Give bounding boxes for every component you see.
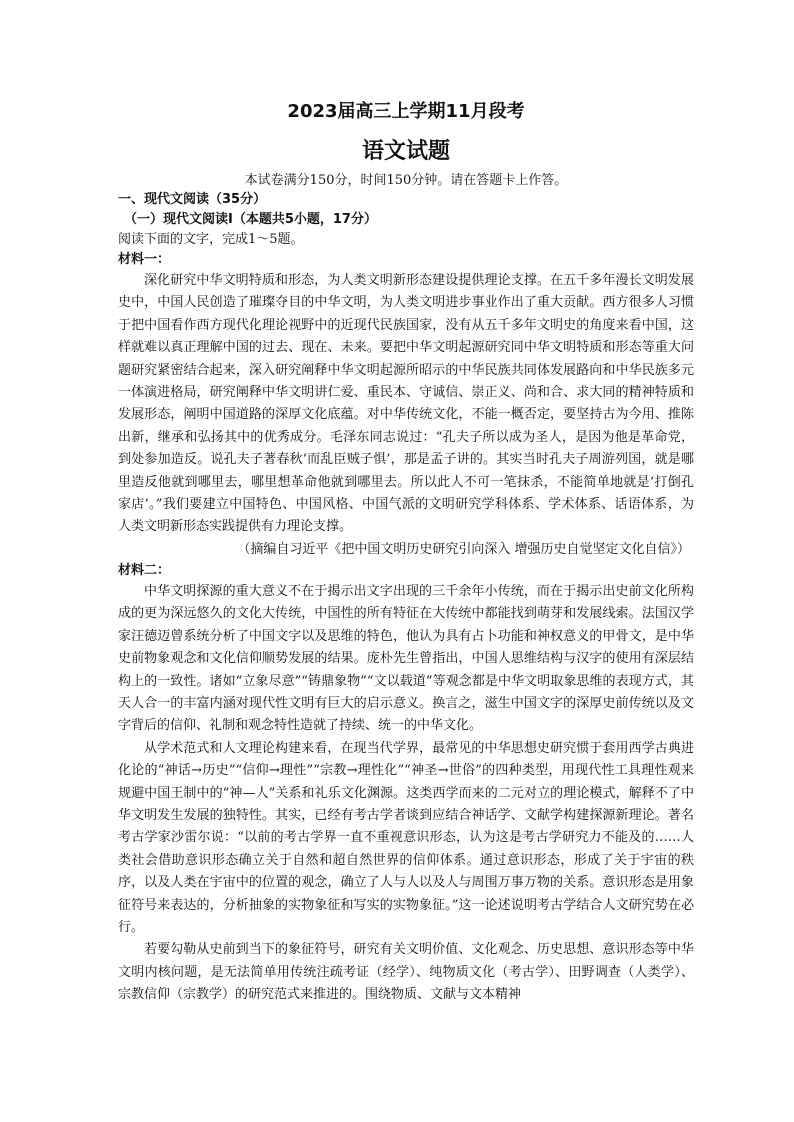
reading-instruction: 阅读下面的文字，完成1～5题。 bbox=[118, 232, 304, 247]
subject-title: 语文试题 bbox=[361, 139, 450, 164]
exam-note: 本试卷满分150分，时间150分钟。请在答题卡上作答。 bbox=[244, 173, 568, 188]
material2-label: 材料二： bbox=[118, 562, 171, 578]
section-heading: 一、现代文阅读（35分） bbox=[118, 192, 267, 207]
material2-paragraph-2: 从学术范式和人文理论构建来看，在现当代学界，最常见的中华思想史研究惯于套用西学古典进化论的“神话→历史”“信仰→理性”“宗教→理性化”“神圣→世俗”的四种类型，用现代性工具理性观来规避中国王制中的“神—人”关系和礼乐文化渊源。这类西学而来的二元对立的理论模式，解释不了中华文明发生发展的独特性。其实，已经有考古学者谈到应结合神话学、文献学构建探源新理论。著名考古学家沙雷尔说：“以前的考古学界一直不重视意识形态，认为这是考古学研究力不能及的……人类社会借助意识形态确立关于自然和超自然世界的信仰体系。通过意识形态，形成了关于宇宙的秩序，以及人类在宇宙中的位置的观念，确立了人与人以及人与周围万事万物的关系。意识形态是用象征符号来表达的，分析抽象的实物象征和写实的实物象征。”这一论述说明考古学结合人文研究势在必行。 bbox=[118, 740, 694, 935]
part-heading: （一）现代文阅读Ⅰ（本题共5小题，17分） bbox=[124, 212, 377, 227]
material1-label: 材料一： bbox=[118, 252, 171, 267]
material2-paragraph-3: 若要勾勒从史前到当下的象征符号，研究有关文明价值、文化观念、历史思想、意识形态等中华文明内核问题，是无法简单用传统注疏考证（经学）、纯物质文化（考古学）、田野调查（人类学）、宗教信仰（宗教学）的研究范式来推进的。围绕物质、文献与文本精神 bbox=[118, 942, 694, 1003]
material1-paragraph: 深化研究中华文明特质和形态，为人类文明新形态建设提供理论支撑。在五千多年漫长文明发展史中，中国人民创造了璀璨夺目的中华文明，为人类文明进步事业作出了重大贡献。西方很多人习惯于把中国看作西方现代化理论视野中的近现代民族国家，没有从五千多年文明史的角度来看中国，这样就难以真正理解中国的过去、现在、未来。要把中华文明起源研究同中华文明特质和形态等重大问题研究紧密结合起来，深入研究阐释中华文明起源所昭示的中华民族共同体发展路向和中华民族多元一体演进格局，研究阐释中华文明讲仁爱、重民本、守诚信、崇正义、尚和合、求大同的精神特质和发展形态，阐明中国道路的深厚文化底蕴。对中华传统文化，不能一概否定，要坚持古为今用、推陈出新，继承和弘扬其中的优秀成分。毛泽东同志说过：“孔夫子所以成为圣人，是因为他是革命党，到处参加造反。说孔夫子著春秋‘而乱臣贼子惧’，那是孟子讲的。其实当时孔夫子周游列国，就是哪里造反他就到哪里去，哪里想革命他就到哪里去。所以此人不可一笔抹杀，不能简单地就是‘打倒孔家店’。”我们要建立中国特色、中国风格、中国气派的文明研究学科体系、学术体系、话语体系，为人类文明新形态实践提供有力理论支撑。 bbox=[118, 273, 694, 535]
material1-source: （摘编自习近平《把中国文明历史研究引向深入 增强历史自觉坚定文化自信》） bbox=[237, 541, 690, 557]
material2-paragraph-1: 中华文明探源的重大意义不在于揭示出文字出现的三千余年小传统，而在于揭示出史前文化所构成的更为深远悠久的文化大传统，中国性的所有特征在大传统中都能找到萌芽和发展线索。法国汉学家汪德迈曾系统分析了中国文字以及思维的特色，他认为具有占卜功能和神权意义的甲骨文，是中华史前物象观念和文化信仰顺势发展的结果。庞朴先生曾指出，中国人思维结构与汉字的使用有深层结构上的一致性。诸如“立象尽意”“铸鼎象物”“文以载道”等观念都是中华文明取象思维的表现方式，其天人合一的丰富内涵对现代性文明有巨大的启示意义。换言之，滋生中国文字的深厚史前传统以及文字背后的信仰、礼制和观念特性造就了持续、统一的中华文化。 bbox=[118, 583, 694, 734]
exam-title: 2023届高三上学期11月段考 bbox=[287, 101, 525, 122]
